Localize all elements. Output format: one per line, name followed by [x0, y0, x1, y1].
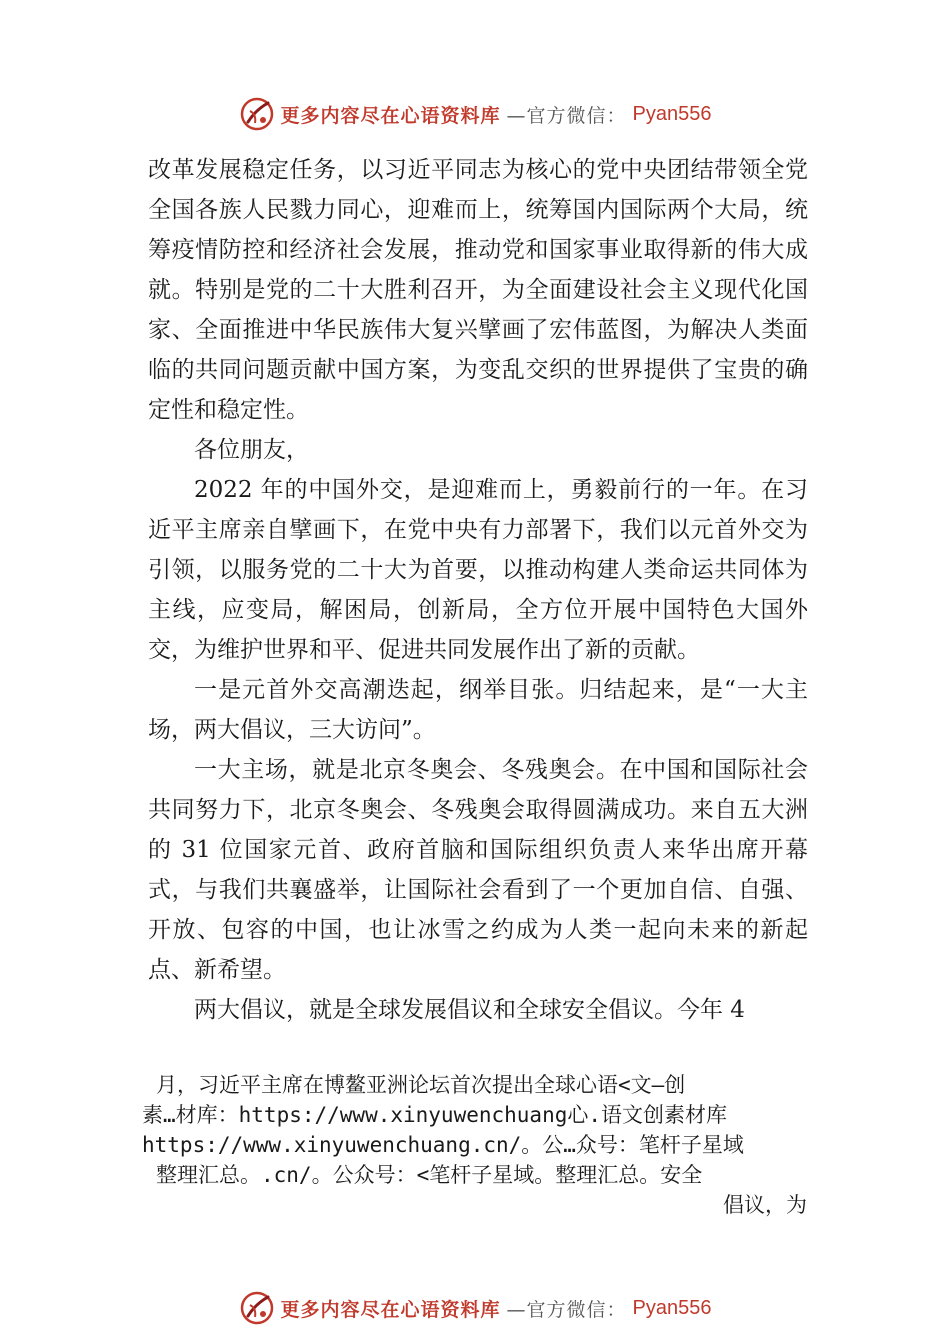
banner-subtitle: —官方微信：	[506, 104, 627, 127]
paragraph: 2022 年的中国外交，是迎难而上，勇毅前行的一年。在习近平主席亲自擘画下，在党中央有力部署下，我们以元首外交为引领，以服务党的二十大为首要，以推动构建人类命运共同体为主线，应变局，解困局，创新局，全方位开展中国特色大国外交，为维护世界和平、促进共同发展作出了新的贡献。	[148, 477, 808, 663]
banner-title: 更多内容尽在心语资料库	[280, 1298, 501, 1321]
paragraph: 两大倡议，就是全球发展倡议和全球安全倡议。今年 4	[194, 997, 745, 1023]
watermark-line: 月，习近平主席在博鳌亚洲论坛首次提出全球心语<文—创	[156, 1073, 686, 1097]
watermark-line: 整理汇总。.cn/。公众号：<笔杆子星域。整理汇总。安全	[156, 1163, 703, 1187]
header-banner	[0, 92, 950, 136]
paragraph: 改革发展稳定任务，以习近平同志为核心的党中央团结带领全党全国各族人民戮力同心，迎难而上，统筹国内国际两个大局，统筹疫情防控和经济社会发展，推动党和国家事业取得新的伟大成就。特别是党的二十大胜利召开，为全面建设社会主义现代化国家、全面推进中华民族伟大复兴擘画了宏伟蓝图，为解决人类面临的共同问题贡献中国方案，为变乱交织的世界提供了宝贵的确定性和稳定性。	[148, 157, 808, 423]
paragraph: 各位朋友，	[194, 437, 309, 463]
banner-wechat-id: Pyan556	[632, 102, 712, 125]
brush-logo-icon	[239, 1290, 275, 1326]
paragraph: 一是元首外交高潮迭起，纲举目张。归结起来，是“一大主场，两大倡议，三大访问”。	[148, 677, 808, 743]
paragraph: 一大主场，就是北京冬奥会、冬残奥会。在中国和国际社会共同努力下，北京冬奥会、冬残奥会取得圆满成功。来自五大洲的 31 位国家元首、政府首脑和国际组织负责人来华出席开幕式，与我们共襄盛举，让国际社会看到了一个更加自信、自强、开放、包容的中国，也让冰雪之约成为人类一起向未来的新起点、新希望。	[148, 757, 808, 983]
banner-wechat-id: Pyan556	[632, 1296, 712, 1319]
banner-subtitle: —官方微信：	[506, 1298, 627, 1321]
document-body	[148, 150, 808, 1030]
brush-logo-icon	[239, 96, 275, 132]
watermark-line: https://www.xinyuwenchuang.cn/。公…众号：笔杆子星域	[142, 1133, 744, 1157]
watermark-line: 素…材库：https://www.xinyuwenchuang心.语文创素材库	[142, 1103, 728, 1127]
banner-title: 更多内容尽在心语资料库	[280, 104, 501, 127]
footer-banner	[0, 1286, 950, 1330]
watermark-text-block	[142, 1070, 807, 1220]
watermark-line: 倡议，为	[723, 1193, 807, 1217]
